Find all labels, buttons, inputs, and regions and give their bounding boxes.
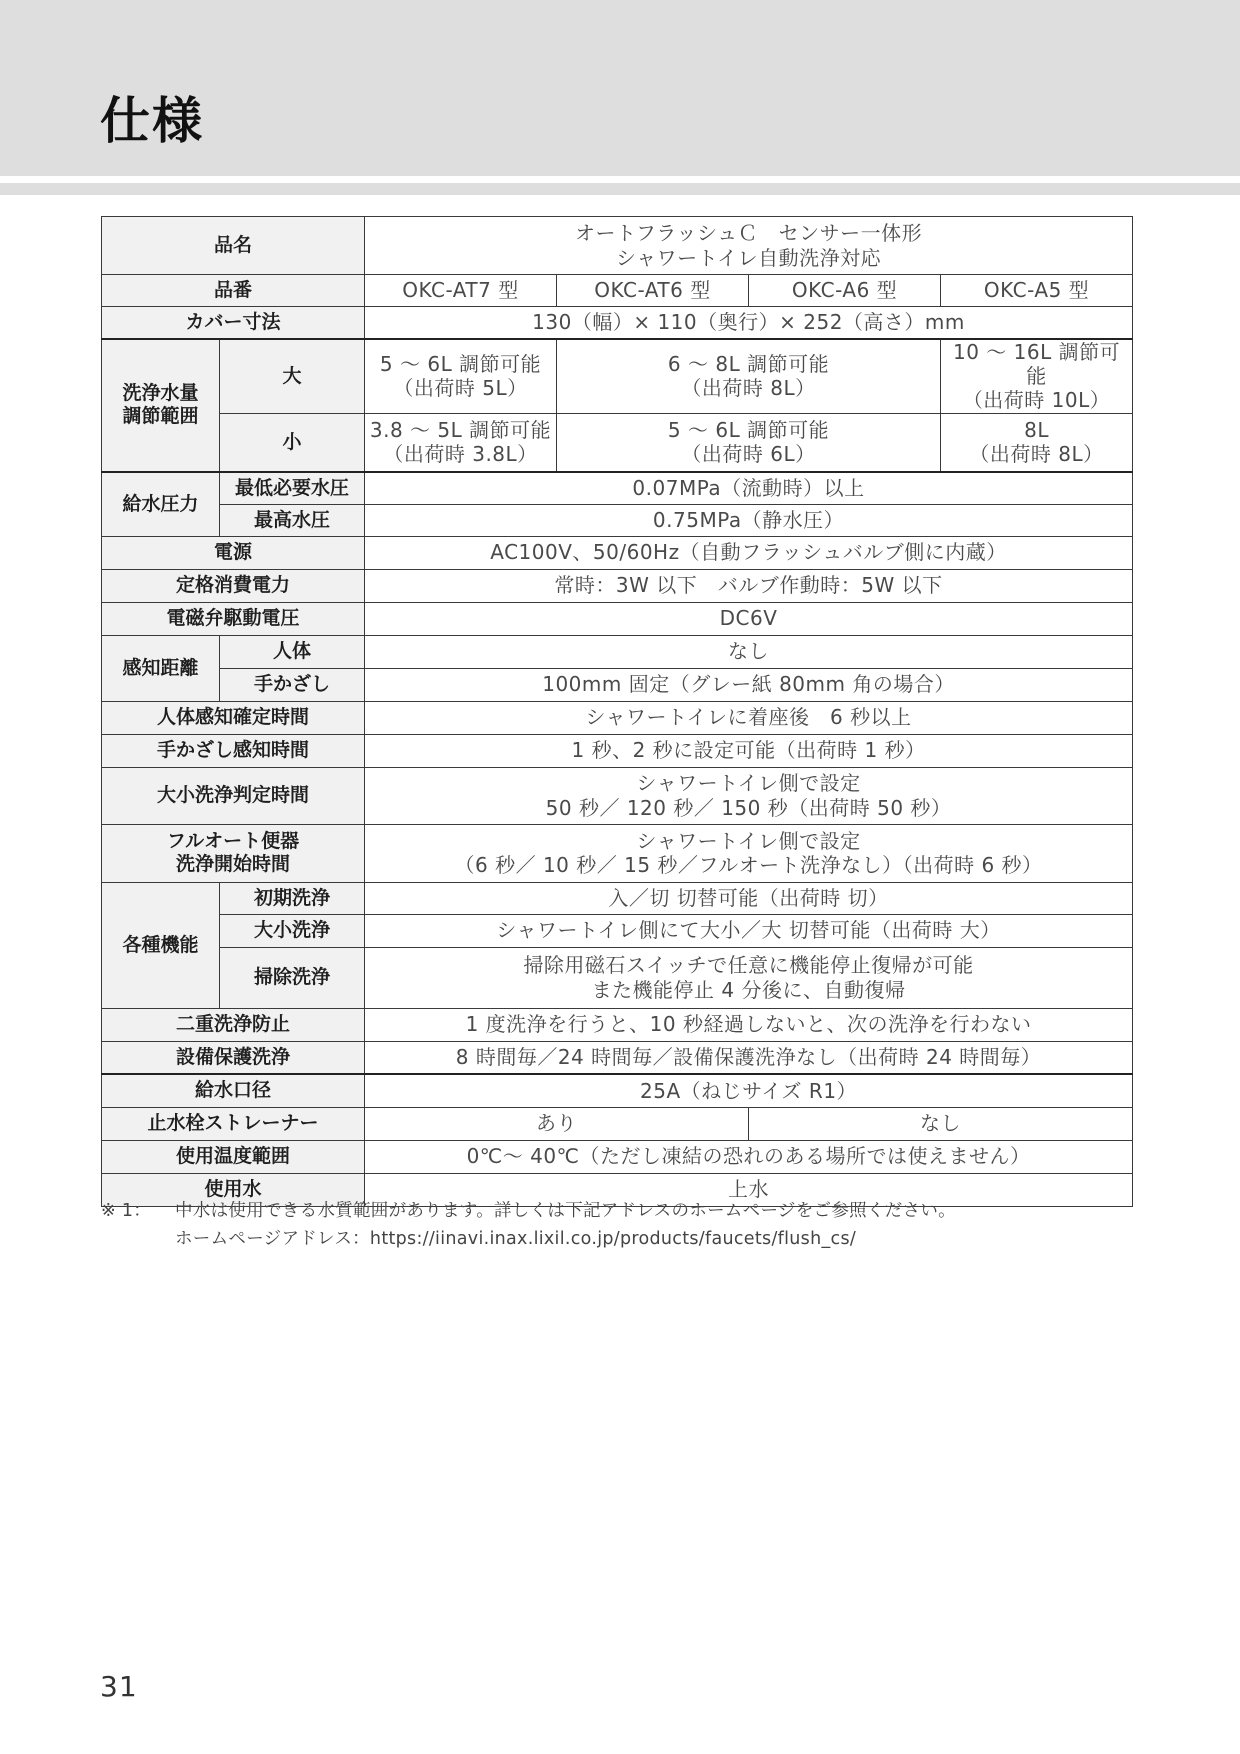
- full-auto-start-line2: （6 秒／ 10 秒／ 15 秒／フルオート洗浄なし）（出荷時 6 秒）: [454, 853, 1043, 878]
- size-judge-time-line1: シャワートイレ側で設定: [636, 771, 861, 796]
- supply-pressure-label: 給水圧力: [102, 472, 220, 536]
- cover-dimensions-value: 130（幅）× 110（奥行）× 252（高さ）mm: [365, 307, 1133, 339]
- flush-volume-label-line2: 調節範囲: [122, 405, 199, 428]
- spec-table: [101, 216, 1133, 1207]
- size-judge-time-value: [365, 767, 1133, 824]
- size-judge-time-line2: 50 秒／ 120 秒／ 150 秒（出荷時 50 秒）: [545, 795, 952, 820]
- equipment-protect-label: 設備保護洗浄: [102, 1041, 365, 1074]
- product-name-line1: オートフラッシュＣ センサー一体形: [574, 221, 923, 246]
- footnote-line2: [101, 1225, 1132, 1253]
- detection-body-value: なし: [365, 635, 1133, 668]
- flush-small-a5-line2: （出荷時 8L）: [969, 442, 1104, 467]
- function-cleaning-label: 掃除洗浄: [220, 947, 365, 1008]
- page-number: 31: [100, 1670, 138, 1703]
- temperature-range-label: 使用温度範囲: [102, 1140, 365, 1173]
- flush-small-a5: [941, 413, 1133, 472]
- strainer-label: 止水栓ストレーナー: [102, 1107, 365, 1140]
- body-detect-time-value: シャワートイレに着座後 6 秒以上: [365, 701, 1133, 734]
- model-a6: OKC-A6 型: [749, 275, 941, 307]
- solenoid-voltage-label: 電磁弁駆動電圧: [102, 602, 365, 635]
- row-flush-volume-large: [102, 339, 1133, 414]
- function-size-value: シャワートイレ側にて大小／大 切替可能（出荷時 大）: [365, 914, 1133, 947]
- full-auto-start-value: [365, 824, 1133, 882]
- row-body-detect-time: [102, 701, 1133, 734]
- size-judge-time-label: 大小洗浄判定時間: [102, 767, 365, 824]
- model-a5: OKC-A5 型: [941, 275, 1133, 307]
- rated-power-label: 定格消費電力: [102, 569, 365, 602]
- row-function-cleaning: [102, 947, 1133, 1008]
- hand-detect-time-value: 1 秒、2 秒に設定可能（出荷時 1 秒）: [365, 734, 1133, 767]
- body-detect-time-label: 人体感知確定時間: [102, 701, 365, 734]
- solenoid-voltage-value: DC6V: [365, 602, 1133, 635]
- flush-large-at7: [365, 339, 557, 414]
- flush-volume-label-line1: 洗浄水量: [122, 382, 199, 405]
- row-equipment-protect: [102, 1041, 1133, 1074]
- full-auto-start-line1: シャワートイレ側で設定: [636, 828, 861, 853]
- row-product-name: [102, 217, 1133, 275]
- power-source-value: AC100V、50/60Hz（自動フラッシュバルブ側に内蔵）: [365, 536, 1133, 569]
- full-auto-start-label: [102, 824, 365, 882]
- row-strainer: [102, 1107, 1133, 1140]
- row-detection-hand: [102, 668, 1133, 701]
- flush-large-at6-a6-line1: 6 ～ 8L 調節可能: [667, 351, 830, 376]
- rated-power-value: 常時：3W 以下 バルブ作動時：5W 以下: [365, 569, 1133, 602]
- temperature-range-value: 0℃～ 40℃（ただし凍結の恐れのある場所では使えません）: [365, 1140, 1133, 1173]
- row-supply-pressure-min: [102, 472, 1133, 504]
- flush-small-at6-a6-line1: 5 ～ 6L 調節可能: [667, 418, 830, 443]
- flush-large-at7-line2: （出荷時 5L）: [393, 376, 528, 401]
- row-detection-body: [102, 635, 1133, 668]
- row-full-auto-start: [102, 824, 1133, 882]
- row-supply-port: [102, 1074, 1133, 1107]
- model-at6: OKC-AT6 型: [557, 275, 749, 307]
- footnote-url: ホームページアドレス：https://iinavi.inax.lixil.co.jp/products/faucets/flush_cs/: [175, 1229, 857, 1249]
- product-name-line2: シャワートイレ自動洗浄対応: [615, 245, 882, 270]
- flush-small-at7: [365, 413, 557, 472]
- flush-large-at6-a6: [557, 339, 941, 414]
- header-stripe: [0, 183, 1240, 195]
- detection-hand-label: 手かざし: [220, 668, 365, 701]
- function-initial-value: 入／切 切替可能（出荷時 切）: [365, 882, 1133, 914]
- flush-volume-label: [102, 339, 220, 473]
- flush-large-label: 大: [220, 339, 365, 414]
- function-cleaning-line1: 掃除用磁石スイッチで任意に機能停止復帰が可能: [523, 953, 974, 978]
- row-temperature-range: [102, 1140, 1133, 1173]
- power-source-label: 電源: [102, 536, 365, 569]
- detection-hand-value: 100mm 固定（グレー紙 80mm 角の場合）: [365, 668, 1133, 701]
- supply-port-value: 25A（ねじサイズ R1）: [365, 1074, 1133, 1107]
- product-name-value: [365, 217, 1133, 275]
- supply-port-label: 給水口径: [102, 1074, 365, 1107]
- flush-small-at7-line2: （出荷時 3.8L）: [383, 442, 538, 467]
- model-at7: OKC-AT7 型: [365, 275, 557, 307]
- product-name-label: 品名: [102, 217, 365, 275]
- row-function-initial: [102, 882, 1133, 914]
- water-used-label: 使用水: [102, 1173, 365, 1206]
- detection-distance-label: 感知距離: [102, 635, 220, 701]
- flush-small-label: 小: [220, 413, 365, 472]
- strainer-a6-a5: なし: [749, 1107, 1133, 1140]
- row-rated-power: [102, 569, 1133, 602]
- flush-small-a5-line1: 8L: [1024, 418, 1049, 443]
- flush-large-a5: [941, 339, 1133, 414]
- strainer-at7-at6: あり: [365, 1107, 749, 1140]
- full-auto-start-label-line2: 洗浄開始時間: [176, 853, 291, 876]
- min-pressure-value: 0.07MPa（流動時）以上: [365, 472, 1133, 504]
- equipment-protect-value: 8 時間毎／24 時間毎／設備保護洗浄なし（出荷時 24 時間毎）: [365, 1041, 1133, 1074]
- flush-large-a5-line2: （出荷時 10L）: [962, 388, 1111, 413]
- functions-label: 各種機能: [102, 882, 220, 1008]
- row-size-judge-time: [102, 767, 1133, 824]
- flush-small-at6-a6: [557, 413, 941, 472]
- function-size-label: 大小洗浄: [220, 914, 365, 947]
- row-solenoid-voltage: [102, 602, 1133, 635]
- water-used-value: 上水: [365, 1173, 1133, 1206]
- footnote-line1: [101, 1197, 1132, 1225]
- detection-body-label: 人体: [220, 635, 365, 668]
- function-initial-label: 初期洗浄: [220, 882, 365, 914]
- footnote-mark: ※ 1：: [101, 1201, 152, 1221]
- row-cover-dimensions: [102, 307, 1133, 339]
- row-model-number: [102, 275, 1133, 307]
- max-pressure-label: 最高水圧: [220, 504, 365, 536]
- row-supply-pressure-max: [102, 504, 1133, 536]
- footnote-text: 中水は使用できる水質範囲があります。詳しくは下記アドレスのホームページをご参照ください。: [175, 1201, 956, 1221]
- page-title: 仕様: [100, 92, 204, 150]
- function-cleaning-line2: また機能停止 4 分後に、自動復帰: [591, 977, 906, 1002]
- flush-small-at6-a6-line2: （出荷時 6L）: [681, 442, 816, 467]
- function-cleaning-value: [365, 947, 1133, 1008]
- hand-detect-time-label: 手かざし感知時間: [102, 734, 365, 767]
- flush-large-a5-line1: 10 ～ 16L 調節可能: [952, 339, 1121, 388]
- cover-dimensions-label: カバー寸法: [102, 307, 365, 339]
- row-double-flush-prevent: [102, 1008, 1133, 1041]
- row-power-source: [102, 536, 1133, 569]
- flush-large-at7-line1: 5 ～ 6L 調節可能: [379, 351, 542, 376]
- row-flush-volume-small: [102, 413, 1133, 472]
- double-flush-prevent-value: 1 度洗浄を行うと、10 秒経過しないと、次の洗浄を行わない: [365, 1008, 1133, 1041]
- double-flush-prevent-label: 二重洗浄防止: [102, 1008, 365, 1041]
- max-pressure-value: 0.75MPa（静水圧）: [365, 504, 1133, 536]
- full-auto-start-label-line1: フルオート便器: [166, 830, 300, 852]
- model-number-label: 品番: [102, 275, 365, 307]
- flush-small-at7-line1: 3.8 ～ 5L 調節可能: [369, 418, 552, 443]
- footnote: [101, 1197, 1132, 1253]
- flush-large-at6-a6-line2: （出荷時 8L）: [681, 376, 816, 401]
- min-pressure-label: 最低必要水圧: [220, 472, 365, 504]
- row-hand-detect-time: [102, 734, 1133, 767]
- row-function-size: [102, 914, 1133, 947]
